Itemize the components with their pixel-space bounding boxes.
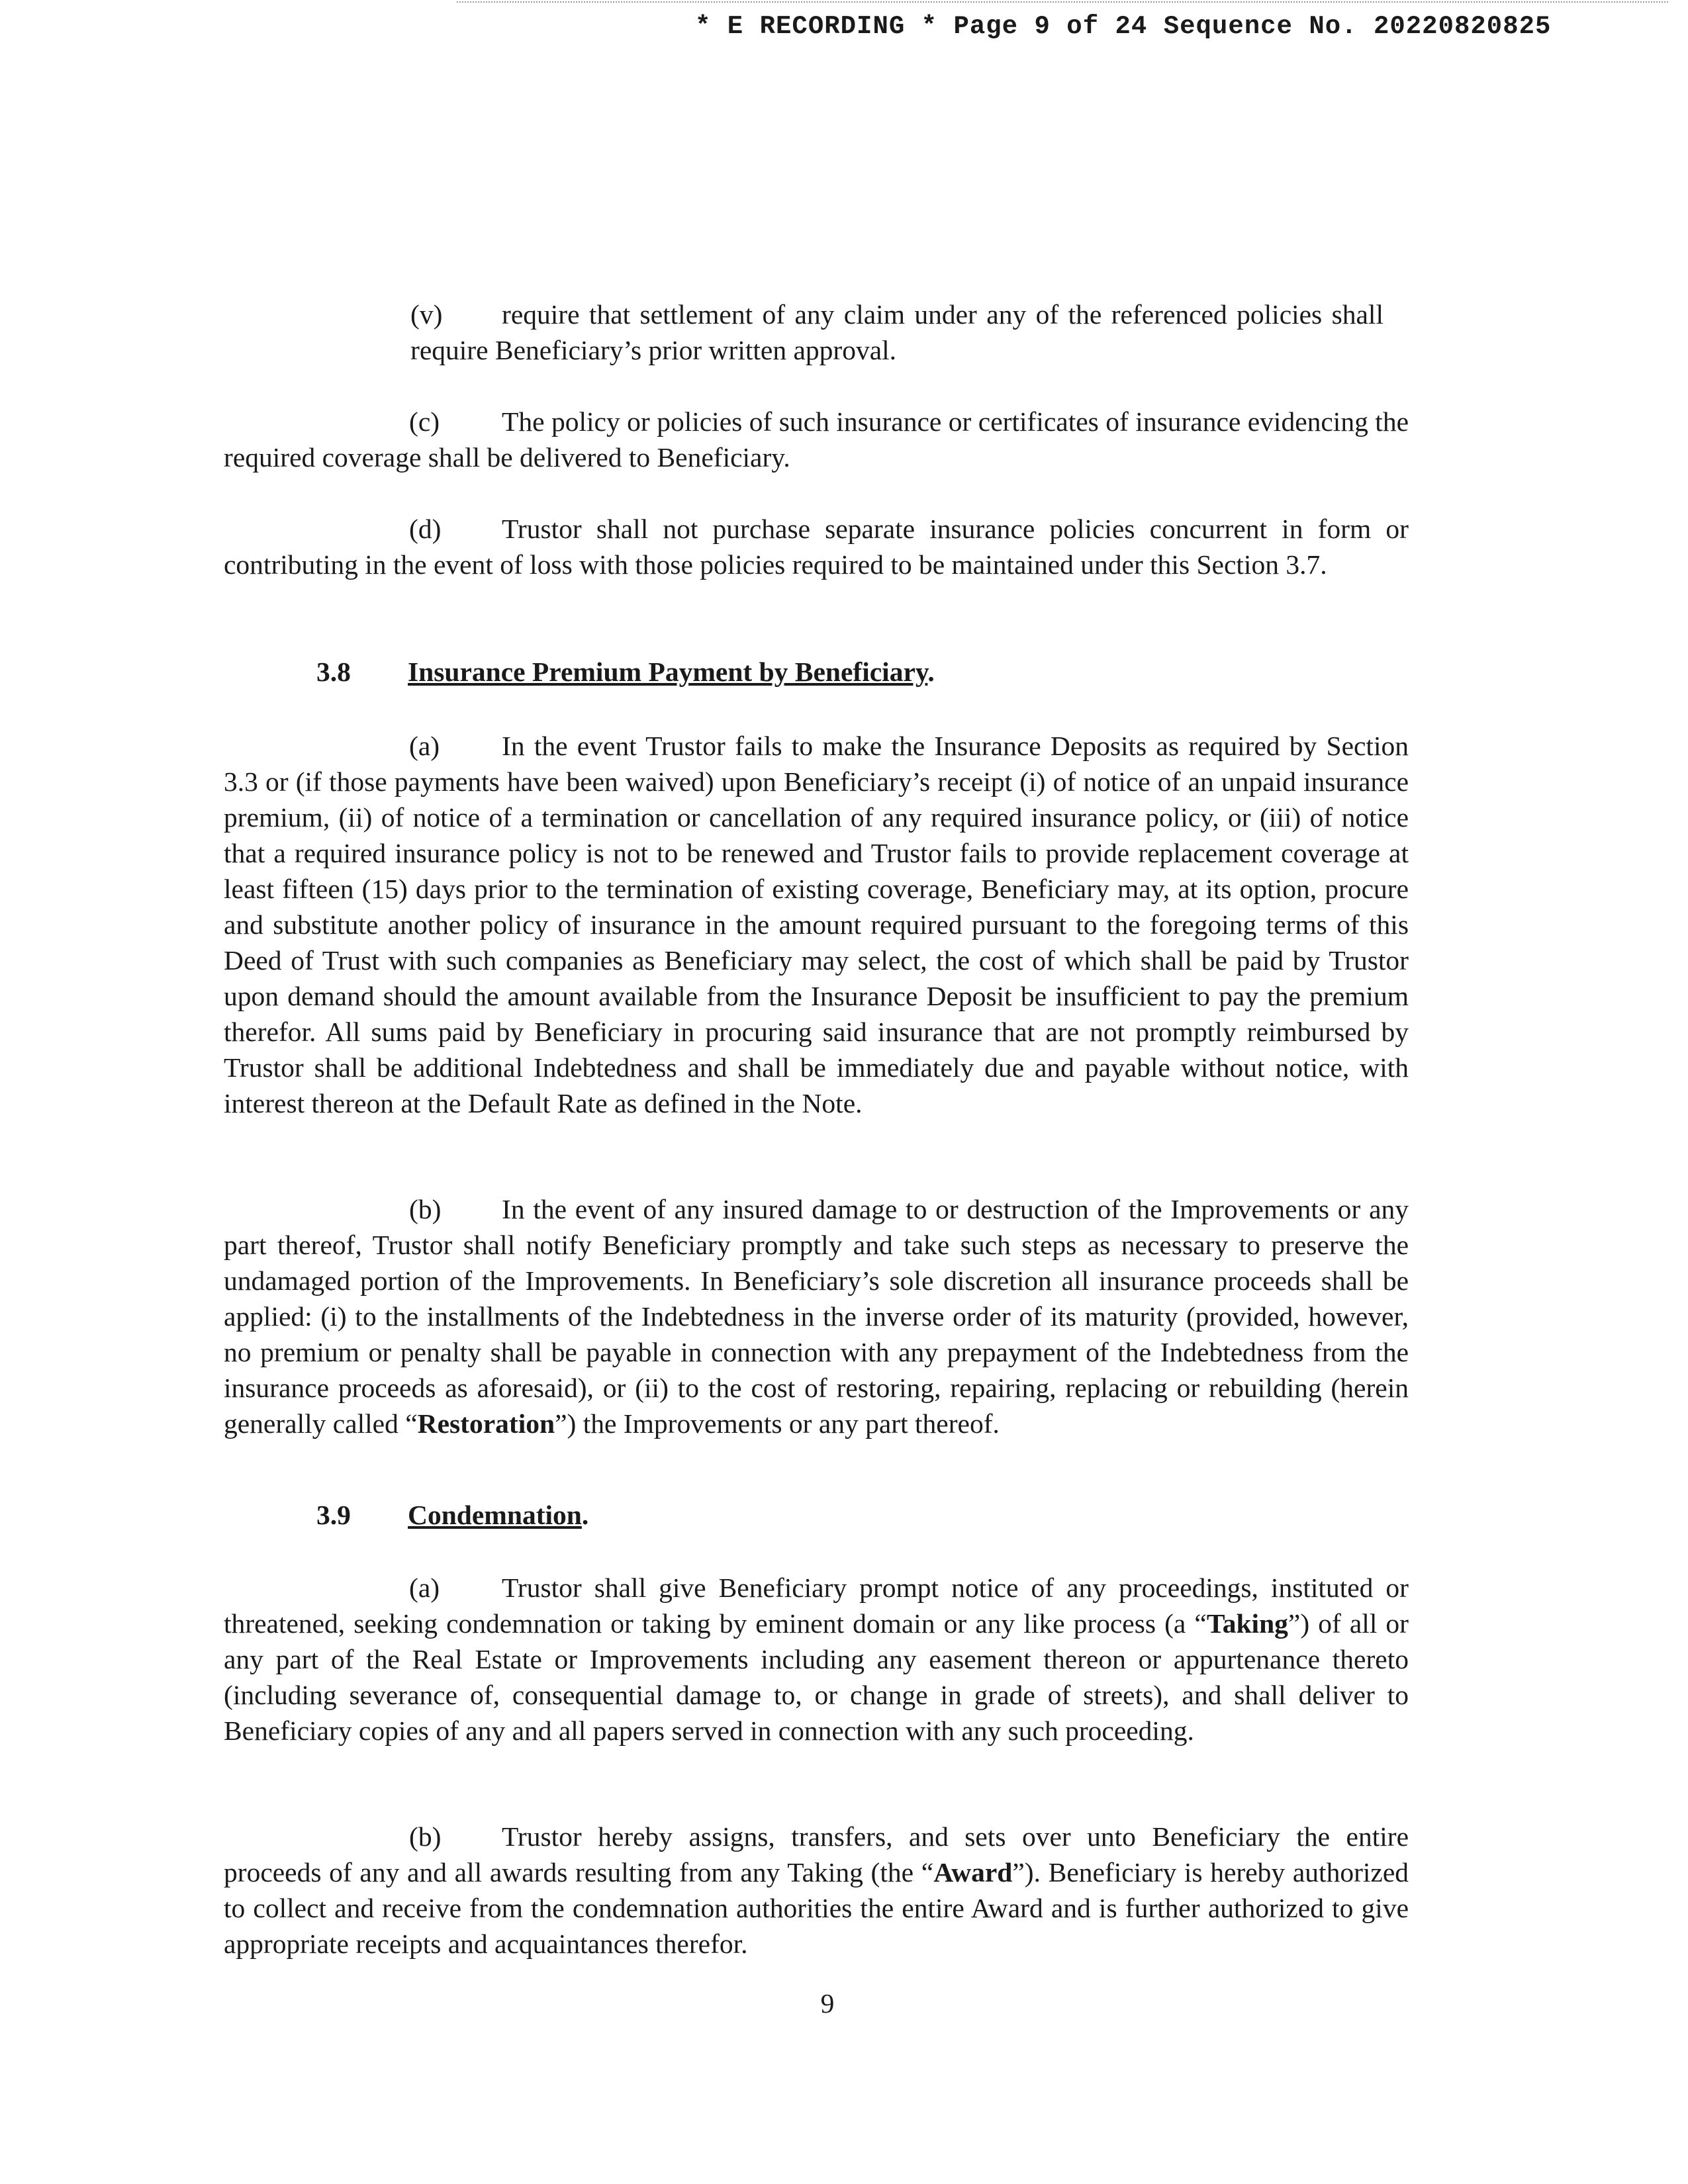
- section-heading-3-9: [316, 1497, 588, 1533]
- paragraph-3-9-b: [224, 1819, 1409, 1962]
- paragraph-3-8-a: [224, 728, 1409, 1121]
- paragraph-text: Trustor shall not purchase separate insurance policies concurrent in form or contributing in the event of loss with those policies required to be maintained under this Section 3.7.: [224, 514, 1409, 580]
- paragraph-text-cont: ”) the Improvements or any part thereof.: [555, 1408, 1000, 1439]
- recording-header: * E RECORDING * Page 9 of 24 Sequence No. 20220820825: [695, 12, 1552, 41]
- paragraph-text-cont: ”) of all or any part of the Real Estate or Improvements including any easement thereon or appurtenance thereto (including severance of, consequential damage to, or change in grade of streets), and shall deliver to Beneficiary copies of any and all papers served in connection with any such proceeding.: [224, 1608, 1409, 1746]
- paragraph-c: [224, 404, 1409, 475]
- section-title-punct: .: [927, 657, 935, 687]
- paragraph-text: require that settlement of any claim under any of the referenced policies shall require Beneficiary’s prior written approval.: [410, 299, 1383, 365]
- paragraph-v: [410, 296, 1383, 368]
- top-dotted-rule: [457, 1, 1668, 3]
- defined-term-award: Award: [933, 1857, 1013, 1888]
- paragraph-label: (b): [409, 1194, 442, 1224]
- defined-term-taking: Taking: [1206, 1608, 1288, 1639]
- paragraph-text: Trustor shall give Beneficiary prompt notice of any proceedings, instituted or threatened, seeking condemnation or taking by eminent domain or any like process (a “: [224, 1572, 1409, 1639]
- paragraph-text-cont: ”). Beneficiary is hereby authorized to collect and receive from the condemnation authorities the entire Award and is further authorized to give appropriate receipts and acquaintances therefor.: [224, 1857, 1409, 1959]
- section-number: 3.9: [316, 1500, 351, 1530]
- paragraph-3-8-b: [224, 1191, 1409, 1441]
- paragraph-label: (c): [409, 406, 440, 437]
- section-number: 3.8: [316, 657, 351, 687]
- section-title-punct: .: [581, 1500, 589, 1530]
- paragraph-label: (a): [409, 731, 440, 761]
- paragraph-d: [224, 511, 1409, 582]
- paragraph-text: In the event Trustor fails to make the Insurance Deposits as required by Section 3.3 or (if those payments have been waived) upon Beneficiary’s receipt (i) of notice of an unpaid insurance premium, (ii) of notice of a termination or cancellation of any required insurance policy, or (iii) of notice that a required insurance policy is not to be renewed and Trustor fails to provide replacement coverage at least fifteen (15) days prior to the termination of existing coverage, Beneficiary may, at its option, procure and substitute another policy of insurance in the amount required pursuant to the foregoing terms of this Deed of Trust with such companies as Beneficiary may select, the cost of which shall be paid by Trustor upon demand should the amount available from the Insurance Deposit be insufficient to pay the premium therefor. All sums paid by Beneficiary in procuring said insurance that are not promptly reimbursed by Trustor shall be additional Indebtedness and shall be immediately due and payable without notice, with interest thereon at the Default Rate as defined in the Note.: [224, 731, 1409, 1118]
- paragraph-text: The policy or policies of such insurance or certificates of insurance evidencing the required coverage shall be delivered to Beneficiary.: [224, 406, 1409, 473]
- section-title: Insurance Premium Payment by Beneficiary: [408, 657, 928, 687]
- section-heading-3-8: [316, 654, 935, 690]
- paragraph-label: (a): [409, 1572, 440, 1603]
- paragraph-text: In the event of any insured damage to or destruction of the Improvements or any part thereof, Trustor shall notify Beneficiary promptly and take such steps as necessary to preserve the undamaged portion of the Improvements. In Beneficiary’s sole discretion all insurance proceeds shall be applied: (i) to the installments of the Indebtedness in the inverse order of its maturity (provided, however, no premium or penalty shall be payable in connection with any prepayment of the Indebtedness from the insurance proceeds as aforesaid), or (ii) to the cost of restoring, repairing, replacing or rebuilding (herein generally called “: [224, 1194, 1409, 1439]
- paragraph-label: (b): [409, 1821, 442, 1852]
- paragraph-3-9-a: [224, 1570, 1409, 1749]
- defined-term-restoration: Restoration: [417, 1408, 555, 1439]
- section-title: Condemnation: [408, 1500, 582, 1530]
- paragraph-label: (d): [409, 514, 442, 544]
- page-number: 9: [820, 1988, 835, 2019]
- paragraph-text: Trustor hereby assigns, transfers, and sets over unto Beneficiary the entire proceeds of any and all awards resulting from any Taking (the “: [224, 1821, 1409, 1888]
- paragraph-label: (v): [410, 299, 443, 330]
